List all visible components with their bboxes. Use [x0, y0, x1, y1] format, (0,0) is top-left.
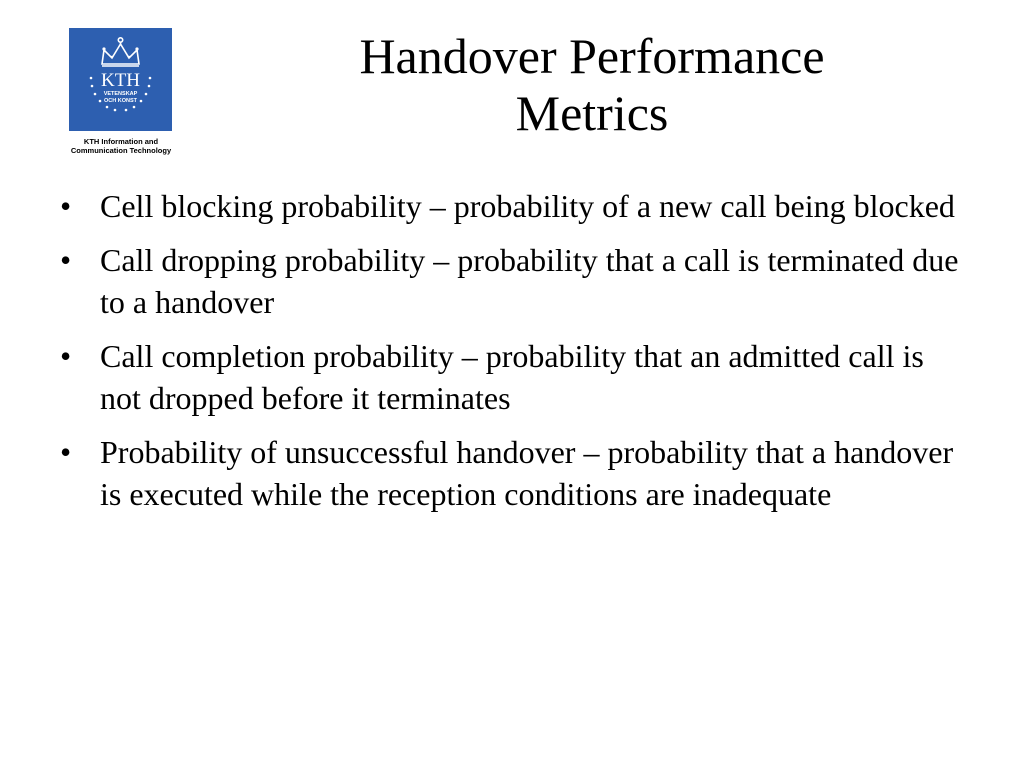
crown-emblem-icon	[69, 28, 172, 131]
bullet-text: Probability of unsuccessful handover – probability that a handover is executed while the reception conditions are inadequate	[100, 434, 954, 512]
bullet-text: Cell blocking probability – probability of a new call being blocked	[100, 188, 955, 224]
bullet-list	[60, 185, 960, 527]
logo-motto-line1: VETENSKAP	[103, 91, 138, 97]
slide-title-line2: Metrics	[515, 85, 669, 141]
bullet-item	[60, 431, 960, 515]
logo-motto-line2: OCH KONST	[104, 98, 137, 104]
bullet-item	[60, 185, 960, 227]
bullet-text: Call dropping probability – probability that a call is terminated due to a handover	[100, 242, 959, 320]
logo-caption-line2: Communication Technology	[70, 146, 172, 155]
slide-title	[280, 28, 904, 142]
bullet-item	[60, 239, 960, 323]
bullet-text: Call completion probability – probability that an admitted call is not dropped before it terminates	[100, 338, 924, 416]
bullet-marker: •	[60, 242, 72, 278]
slide-title-line1: Handover Performance	[359, 28, 825, 84]
bullet-marker: •	[60, 188, 72, 224]
bullet-item	[60, 335, 960, 419]
logo-caption-line1: KTH Information and	[83, 137, 159, 146]
bullet-marker: •	[60, 434, 72, 470]
bullet-marker: •	[60, 338, 72, 374]
logo-caption	[50, 137, 192, 155]
logo-letters: KTH	[100, 70, 141, 91]
kth-logo	[50, 26, 192, 160]
kth-emblem	[69, 28, 172, 131]
